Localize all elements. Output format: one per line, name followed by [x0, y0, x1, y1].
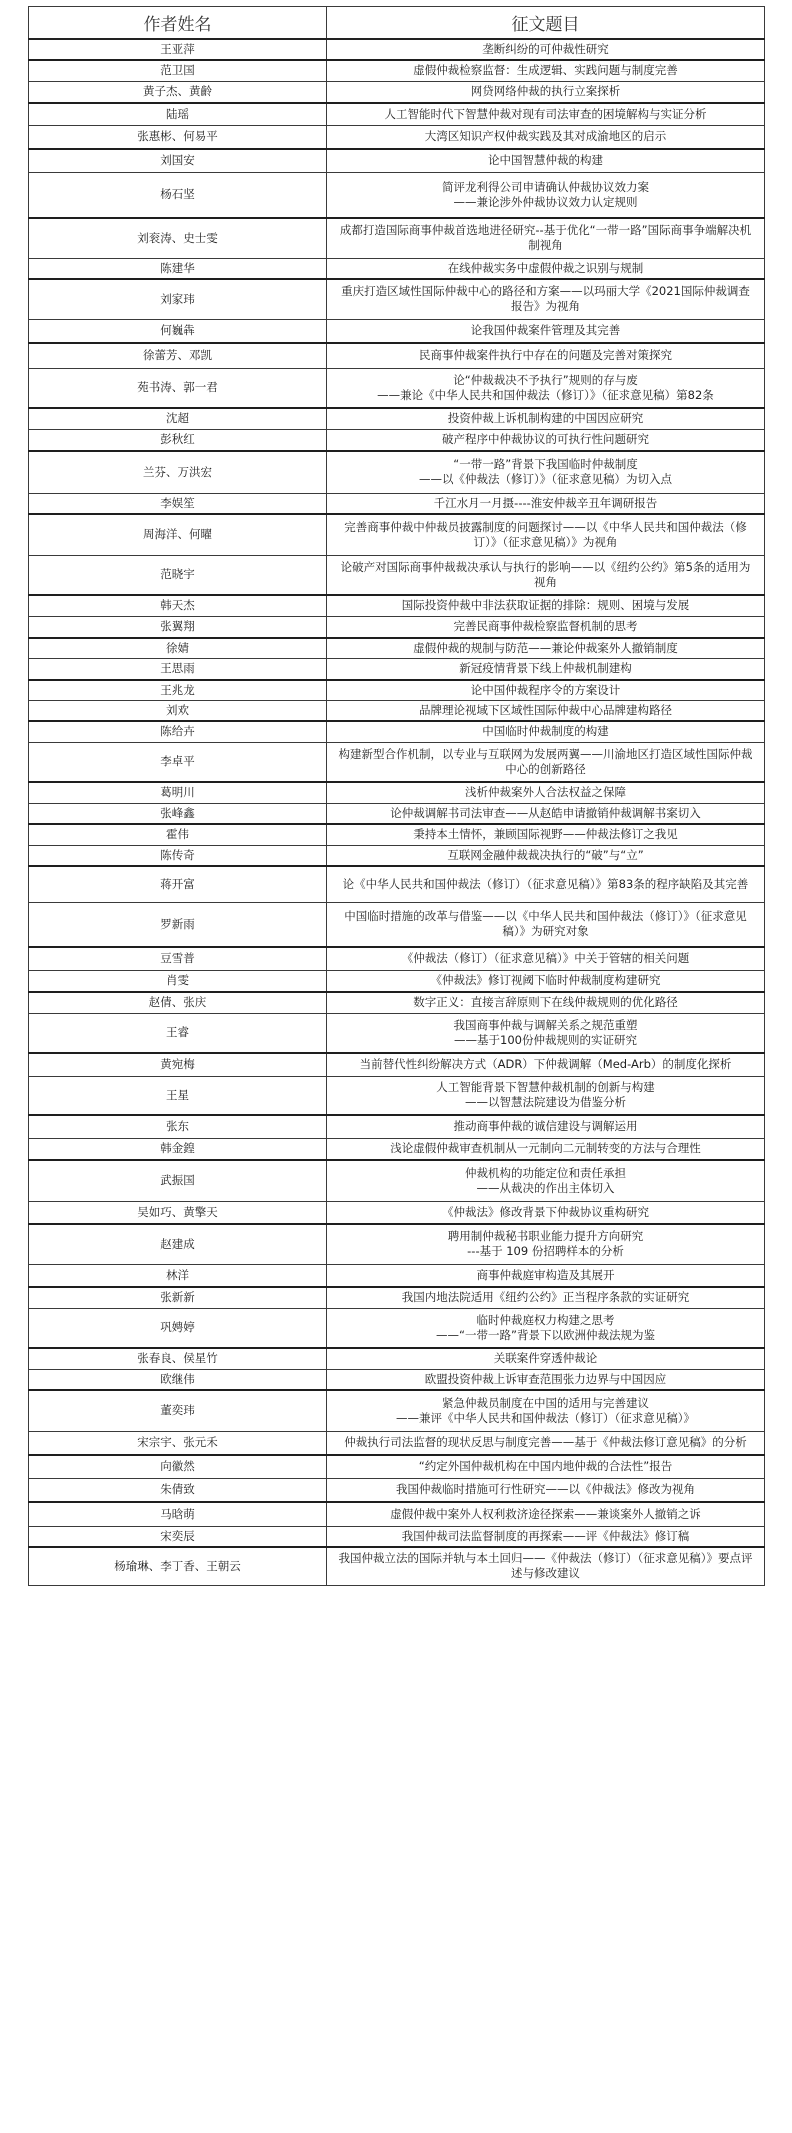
title-line: 完善商事仲裁中仲裁员披露制度的问题探讨——以《中华人民共和国仲裁法（修订）》（征求意见稿）》为视角: [344, 519, 747, 549]
author-cell: 陈建华: [29, 258, 327, 279]
title-line: 虚假仲裁的规制与防范——兼论仲裁案外人撤销制度: [413, 641, 678, 655]
table-row: [29, 970, 765, 992]
title-cell: [327, 970, 765, 992]
title-cell: [327, 1431, 765, 1455]
table-row: [29, 803, 765, 824]
title-cell: [327, 451, 765, 494]
title-cell: [327, 616, 765, 638]
author-cell: 刘欢: [29, 700, 327, 721]
table-row: [29, 1478, 765, 1502]
title-cell: [327, 1547, 765, 1585]
title-line: ---基于 109 份招聘样本的分析: [467, 1244, 624, 1259]
table-row: [29, 1526, 765, 1547]
title-cell: [327, 1201, 765, 1224]
title-line: “一带一路”背景下我国临时仲裁制度: [453, 457, 638, 472]
author-cell: 沈超: [29, 408, 327, 430]
title-line: 关联案件穿透仲裁论: [493, 1351, 598, 1366]
author-cell: 向徽然: [29, 1455, 327, 1478]
title-line: 重庆打造区域性国际仲裁中心的路径和方案——以玛丽大学《2021国际仲裁调查报告》为视角: [341, 284, 750, 314]
table-row: [29, 659, 765, 680]
title-line: 虚假仲裁检察监督：生成逻辑、实践问题与制度完善: [413, 63, 678, 78]
table-row: [29, 824, 765, 845]
title-cell: [327, 514, 765, 555]
title-cell: [327, 992, 765, 1013]
author-cell: 张翼翔: [29, 616, 327, 638]
table-row: [29, 369, 765, 408]
title-line: 中国临时仲裁制度的构建: [482, 724, 609, 739]
author-cell: 王兆龙: [29, 680, 327, 701]
title-line: 破产程序中仲裁协议的可执行性问题研究: [442, 432, 649, 447]
title-cell: [327, 494, 765, 515]
table-row: [29, 680, 765, 701]
table-row: [29, 451, 765, 494]
author-cell: 韩金鍠: [29, 1138, 327, 1160]
title-line: “约定外国仲裁机构在中国内地仲裁的合法性”报告: [418, 1459, 673, 1474]
title-cell: [327, 149, 765, 172]
author-cell: 张东: [29, 1115, 327, 1138]
table-row: [29, 595, 765, 616]
title-line: 数字正义：直接言辞原则下在线仲裁规则的优化路径: [413, 995, 678, 1010]
title-line: 仲裁执行司法监督的现状反思与制度完善——基于《仲裁法修订意见稿》的分析: [344, 1435, 747, 1450]
title-cell: [327, 1138, 765, 1160]
title-line: 我国商事仲裁与调解关系之规范重塑: [453, 1017, 638, 1032]
title-line: 欧盟投资仲裁上诉审查范围张力边界与中国因应: [424, 1371, 667, 1386]
title-line: 论中国仲裁程序令的方案设计: [470, 682, 621, 697]
title-cell: [327, 81, 765, 103]
title-cell: [327, 680, 765, 701]
title-cell: [327, 1224, 765, 1264]
title-line: 商事仲裁庭审构造及其展开: [476, 1267, 615, 1282]
title-cell: [327, 172, 765, 218]
table-row: [29, 1431, 765, 1455]
table-row: [29, 258, 765, 279]
title-line: 论我国仲裁案件管理及其完善: [470, 323, 621, 338]
title-line: 互联网金融仲裁裁决执行的“破”与“立”: [447, 847, 644, 862]
title-line: 仲裁机构的功能定位和责任承担: [465, 1165, 626, 1180]
title-line: ——以智慧法院建设为借鉴分析: [465, 1095, 626, 1110]
author-cell: 李卓平: [29, 742, 327, 782]
title-line: 中国临时措施的改革与借鉴——以《中华人民共和国仲裁法（修订）》（征求意见稿）》为研究对象: [344, 909, 747, 939]
title-line: 垄断纠纷的可仲裁性研究: [482, 42, 609, 56]
table-row: [29, 1076, 765, 1115]
author-cell: 蒋开富: [29, 866, 327, 902]
title-line: 论中国智慧仲裁的构建: [488, 153, 603, 168]
table-row: [29, 1502, 765, 1526]
table-row: [29, 172, 765, 218]
title-line: 在线仲裁实务中虚假仲裁之识别与规制: [447, 260, 644, 275]
table-row: [29, 408, 765, 430]
author-cell: 刘衮涛、史士雯: [29, 218, 327, 258]
author-cell: 王思雨: [29, 659, 327, 680]
title-line: ——兼论《中华人民共和国仲裁法（修订）》（征求意见稿）第82条: [377, 387, 714, 402]
author-cell: 王星: [29, 1076, 327, 1115]
author-cell: 张惠彬、何易平: [29, 125, 327, 149]
title-cell: [327, 866, 765, 902]
title-cell: [327, 1308, 765, 1348]
table-row: [29, 279, 765, 320]
table-row: [29, 902, 765, 947]
author-cell: 董奕玮: [29, 1390, 327, 1431]
table-row: [29, 218, 765, 258]
table-row: [29, 1224, 765, 1264]
author-cell: 林洋: [29, 1264, 327, 1287]
table-row: [29, 721, 765, 742]
table-row: [29, 494, 765, 515]
title-cell: [327, 1526, 765, 1547]
title-cell: [327, 369, 765, 408]
table-row: [29, 1308, 765, 1348]
author-cell: 武振国: [29, 1160, 327, 1201]
table-row: [29, 1287, 765, 1308]
title-cell: [327, 258, 765, 279]
author-cell: 王亚萍: [29, 39, 327, 60]
table-row: [29, 845, 765, 866]
title-line: 推动商事仲裁的诚信建设与调解运用: [453, 1119, 638, 1134]
author-cell: 何巍犇: [29, 320, 327, 343]
author-cell: 徐婧: [29, 638, 327, 659]
table-row: [29, 81, 765, 103]
title-line: 浅论虚假仲裁审查机制从一元制向二元制转变的方法与合理性: [390, 1141, 701, 1156]
table-row: [29, 742, 765, 782]
author-cell: 宋奕辰: [29, 1526, 327, 1547]
table-row: [29, 1013, 765, 1053]
title-line: ——基于100份仲裁规则的实证研究: [454, 1032, 637, 1047]
table-row: [29, 638, 765, 659]
author-cell: 罗新雨: [29, 902, 327, 947]
table-row: [29, 1160, 765, 1201]
title-cell: [327, 1287, 765, 1308]
title-line: 投资仲裁上诉机制构建的中国因应研究: [447, 411, 644, 426]
title-line: 当前替代性纠纷解决方式（ADR）下仲裁调解（Med-Arb）的制度化探析: [359, 1057, 732, 1072]
table-row: [29, 149, 765, 172]
title-line: 网贷网络仲裁的执行立案探析: [470, 84, 621, 99]
table-row: [29, 992, 765, 1013]
author-cell: 李娱笙: [29, 494, 327, 515]
title-line: 秉持本土情怀，兼顾国际视野——仲裁法修订之我见: [413, 827, 678, 842]
author-cell: 巩娉婷: [29, 1308, 327, 1348]
header-title: 征文题目: [327, 7, 765, 40]
table-row: [29, 1547, 765, 1585]
table-row: [29, 320, 765, 343]
submissions-table: [28, 6, 765, 1586]
title-line: 人工智能时代下智慧仲裁对现有司法审查的困境解构与实证分析: [384, 106, 707, 121]
table-row: [29, 1053, 765, 1076]
author-cell: 刘国安: [29, 149, 327, 172]
title-line: 完善民商事仲裁检察监督机制的思考: [453, 619, 638, 634]
title-cell: [327, 343, 765, 369]
title-line: 人工智能背景下智慧仲裁机制的创新与构建: [436, 1080, 655, 1095]
author-cell: 张峰鑫: [29, 803, 327, 824]
author-cell: 赵倩、张庆: [29, 992, 327, 1013]
title-cell: [327, 1076, 765, 1115]
author-cell: 兰芬、万洪宏: [29, 451, 327, 494]
author-cell: 杨石坚: [29, 172, 327, 218]
title-cell: [327, 902, 765, 947]
table-row: [29, 1201, 765, 1224]
title-line: 成都打造国际商事仲裁首选地进径研究--基于优化“一带一路”国际商事争端解决机制视角: [339, 223, 752, 253]
title-line: 论破产对国际商事仲裁裁决承认与执行的影响——以《纽约公约》第5条的适用为视角: [340, 559, 751, 589]
title-cell: [327, 659, 765, 680]
author-cell: 朱倩致: [29, 1478, 327, 1502]
title-line: 民商事仲裁案件执行中存在的问题及完善对策探究: [419, 348, 672, 363]
table-row: [29, 1390, 765, 1431]
table-row: [29, 514, 765, 555]
title-cell: [327, 103, 765, 125]
title-cell: [327, 824, 765, 845]
title-line: 大湾区知识产权仲裁实践及其对成渝地区的启示: [424, 129, 667, 144]
title-line: 虚假仲裁中案外人权利救济途径探索——兼谈案外人撤销之诉: [390, 1506, 701, 1521]
title-line: 论《中华人民共和国仲裁法（修订）（征求意见稿）》第83条的程序缺陷及其完善: [342, 876, 749, 891]
title-cell: [327, 1369, 765, 1390]
author-cell: 欧继伟: [29, 1369, 327, 1390]
title-cell: [327, 1390, 765, 1431]
title-cell: [327, 845, 765, 866]
title-cell: [327, 430, 765, 451]
title-line: 国际投资仲裁中非法获取证据的排除：规则、困境与发展: [401, 598, 690, 613]
title-line: 我国内地法院适用《纽约公约》正当程序条款的实证研究: [401, 1290, 690, 1305]
title-line: 构建新型合作机制，以专业与互联网为发展两翼——川渝地区打造区域性国际仲裁中心的创新路径: [338, 746, 753, 776]
title-cell: [327, 782, 765, 803]
title-cell: [327, 279, 765, 320]
title-line: 论仲裁调解书司法审查——从赵皓申请撤销仲裁调解书案切入: [390, 805, 701, 820]
title-cell: [327, 1115, 765, 1138]
table-row: [29, 616, 765, 638]
author-cell: 赵建成: [29, 1224, 327, 1264]
author-cell: 张春良、侯星竹: [29, 1348, 327, 1369]
author-cell: 宋宗宇、张元禾: [29, 1431, 327, 1455]
title-cell: [327, 60, 765, 81]
author-cell: 黄子杰、黄齡: [29, 81, 327, 103]
title-cell: [327, 555, 765, 595]
author-cell: 王睿: [29, 1013, 327, 1053]
author-cell: 范晓宇: [29, 555, 327, 595]
author-cell: 葛明川: [29, 782, 327, 803]
author-cell: 肖雯: [29, 970, 327, 992]
table-row: [29, 1115, 765, 1138]
table-row: [29, 1348, 765, 1369]
title-cell: [327, 408, 765, 430]
table-row: [29, 947, 765, 970]
author-cell: 杨瑜琳、李丁香、王朝云: [29, 1547, 327, 1585]
table-row: [29, 866, 765, 902]
title-cell: [327, 1478, 765, 1502]
author-cell: 张新新: [29, 1287, 327, 1308]
title-line: 临时仲裁庭权力构建之思考: [476, 1312, 615, 1327]
author-cell: 陈给卉: [29, 721, 327, 742]
table-row: [29, 1138, 765, 1160]
author-cell: 周海洋、何曜: [29, 514, 327, 555]
title-cell: [327, 125, 765, 149]
title-line: 《仲裁法（修订）（征求意见稿）》中关于管辖的相关问题: [401, 951, 690, 966]
title-cell: [327, 1502, 765, 1526]
author-title-table-sheet: [28, 6, 764, 1586]
author-cell: 陈传奇: [29, 845, 327, 866]
author-cell: 韩天杰: [29, 595, 327, 616]
title-line: 《仲裁法》修订视阈下临时仲裁制度构建研究: [430, 973, 661, 988]
title-line: 我国仲裁立法的国际并轨与本土回归——《仲裁法（修订）（征求意见稿）》要点评述与修改建议: [338, 1551, 753, 1581]
author-cell: 陆瑶: [29, 103, 327, 125]
title-cell: [327, 638, 765, 659]
title-line: 论“仲裁裁决不予执行”规则的存与废: [453, 372, 638, 387]
table-row: [29, 60, 765, 81]
title-line: 《仲裁法》修改背景下仲裁协议重构研究: [442, 1204, 649, 1219]
title-line: ——从裁决的作出主体切入: [476, 1180, 615, 1195]
title-cell: [327, 1013, 765, 1053]
table-row: [29, 782, 765, 803]
author-cell: 马晗萌: [29, 1502, 327, 1526]
author-cell: 彭秋红: [29, 430, 327, 451]
table-row: [29, 430, 765, 451]
title-line: 我国仲裁司法监督制度的再探索——评《仲裁法》修订稿: [401, 1528, 690, 1543]
author-cell: 徐蕾芳、邓凯: [29, 343, 327, 369]
title-line: ——以《仲裁法（修订）》（征求意见稿）为切入点: [419, 472, 672, 487]
title-line: 简评龙利得公司申请确认仲裁协议效力案: [442, 179, 649, 194]
author-cell: 吴如巧、黄擎天: [29, 1201, 327, 1224]
title-line: 千江水月一月摄----淮安仲裁辛丑年调研报告: [433, 496, 658, 510]
table-row: [29, 125, 765, 149]
title-cell: [327, 721, 765, 742]
author-cell: 范卫国: [29, 60, 327, 81]
header-row: [29, 7, 765, 40]
title-line: ——兼论涉外仲裁协议效力认定规则: [453, 194, 638, 209]
table-row: [29, 39, 765, 60]
author-cell: 苑书涛、郭一君: [29, 369, 327, 408]
author-cell: 豆雪普: [29, 947, 327, 970]
table-row: [29, 343, 765, 369]
title-line: 浅析仲裁案外人合法权益之保障: [465, 785, 626, 800]
title-cell: [327, 595, 765, 616]
header-author: 作者姓名: [29, 7, 327, 40]
title-cell: [327, 1455, 765, 1478]
title-cell: [327, 803, 765, 824]
title-cell: [327, 1348, 765, 1369]
title-line: 聘用制仲裁秘书职业能力提升方向研究: [447, 1229, 644, 1244]
title-cell: [327, 39, 765, 60]
author-cell: 刘家玮: [29, 279, 327, 320]
title-cell: [327, 742, 765, 782]
title-cell: [327, 700, 765, 721]
title-line: 新冠疫情背景下线上仲裁机制建构: [459, 661, 632, 676]
title-line: ——“一带一路”背景下以欧洲仲裁法规为鉴: [436, 1327, 655, 1342]
table-row: [29, 555, 765, 595]
title-cell: [327, 947, 765, 970]
table-row: [29, 1264, 765, 1287]
table-row: [29, 1369, 765, 1390]
title-line: 紧急仲裁员制度在中国的适用与完善建议: [442, 1395, 649, 1410]
title-cell: [327, 1160, 765, 1201]
table-row: [29, 700, 765, 721]
title-cell: [327, 1264, 765, 1287]
author-cell: 霍伟: [29, 824, 327, 845]
table-row: [29, 103, 765, 125]
title-line: ——兼评《中华人民共和国仲裁法（修订）（征求意见稿）》: [396, 1410, 695, 1425]
title-cell: [327, 320, 765, 343]
title-line: 品牌理论视域下区域性国际仲裁中心品牌建构路径: [419, 702, 672, 717]
author-cell: 黄宛梅: [29, 1053, 327, 1076]
title-cell: [327, 1053, 765, 1076]
title-line: 我国仲裁临时措施可行性研究——以《仲裁法》修改为视角: [396, 1482, 695, 1497]
title-cell: [327, 218, 765, 258]
table-row: [29, 1455, 765, 1478]
